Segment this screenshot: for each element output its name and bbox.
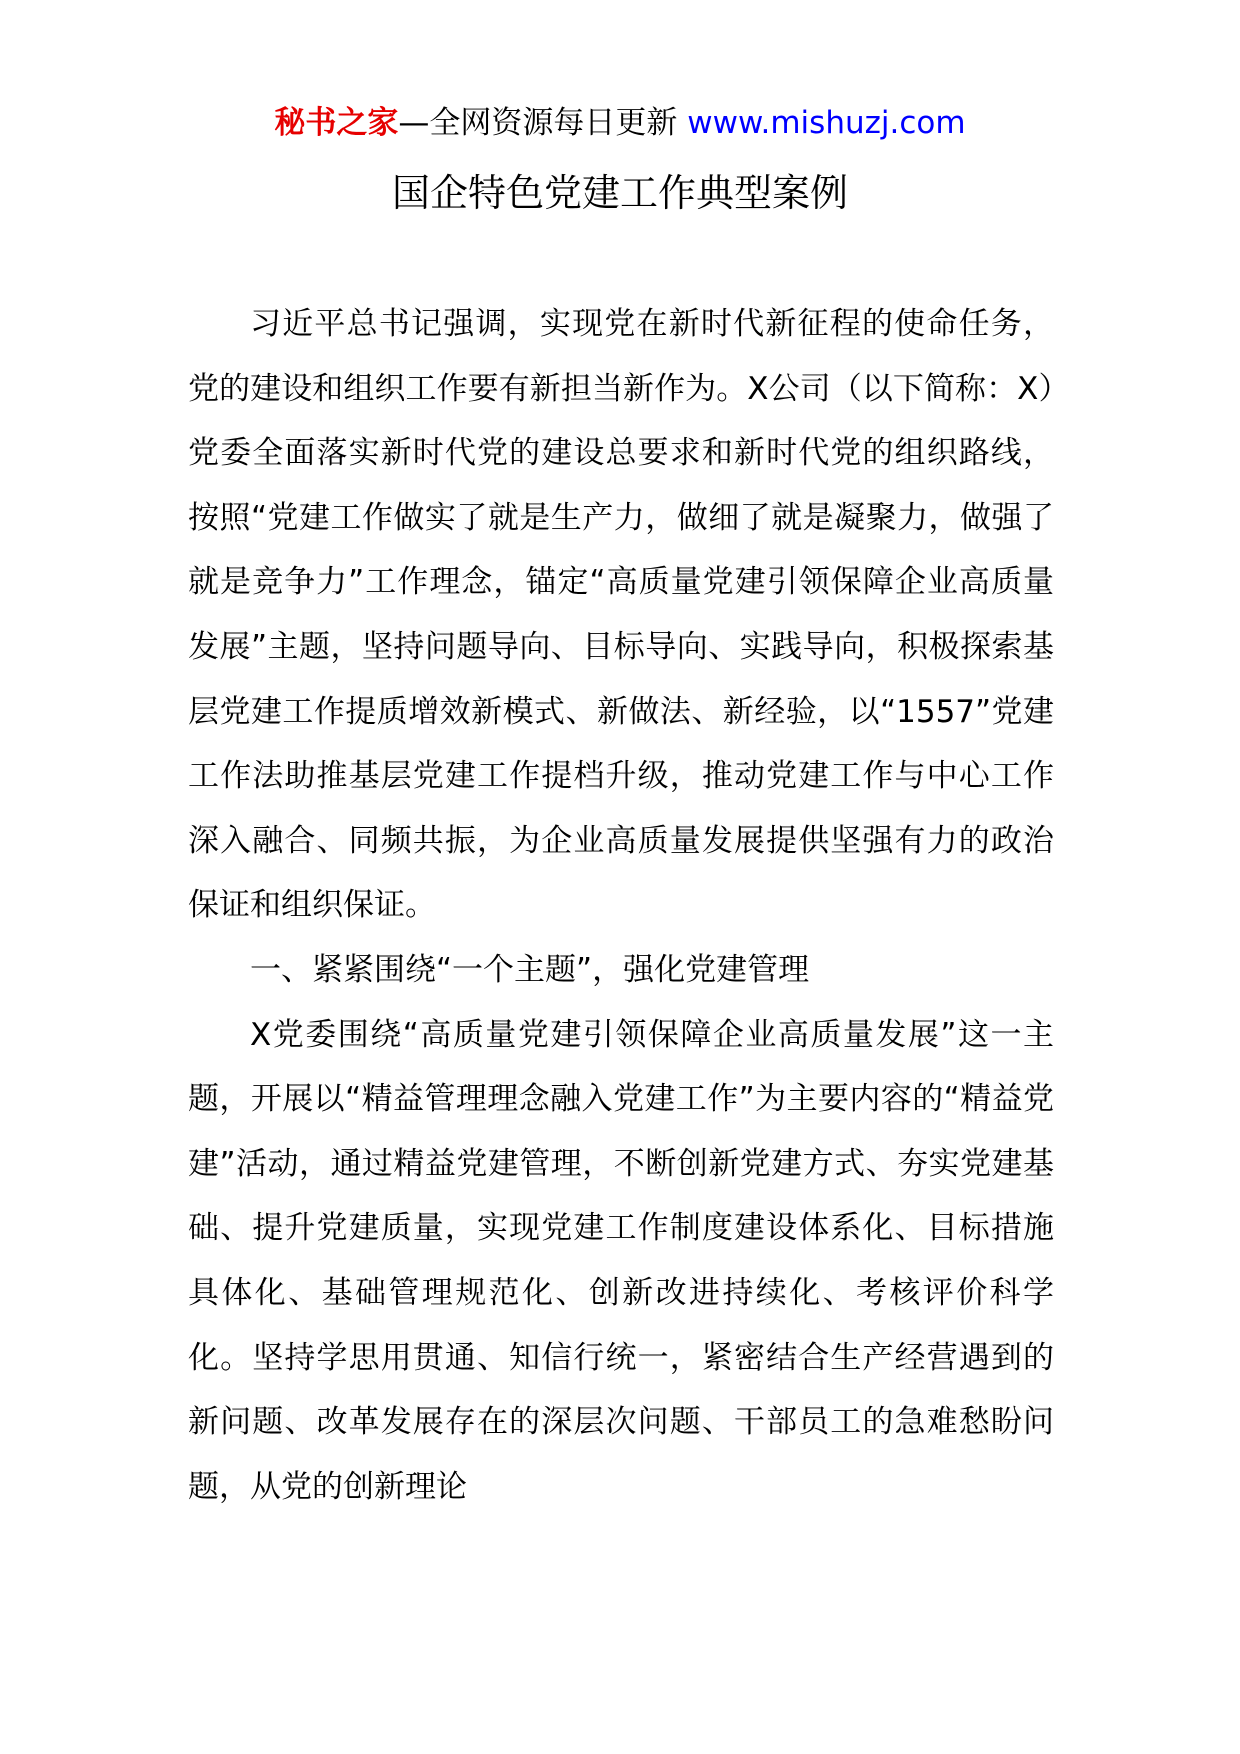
document-title: 国企特色党建工作典型案例 [391, 171, 848, 215]
site-header [0, 100, 1240, 146]
section-heading-1: 一、紧紧围绕“一个主题”，强化党建管理 [250, 951, 810, 988]
site-tagline: —全网资源每日更新 [398, 105, 678, 141]
paragraph-section-1: X党委围绕“高质量党建引领保障企业高质量发展”这一主题，开展以“精益管理理念融入党建工作”为主要内容的“精益党建”活动，通过精益党建管理，不断创新党建方式、夯实党建基础、提升党建质量，实现党建工作制度建设体系化、目标措施具体化、基础管理规范化、创新改进持续化、考核评价科学化。坚持学思用贯通、知信行统一，紧密结合生产经营遇到的新问题、改革发展存在的深层次问题、干部员工的急难愁盼问题，从党的创新理论 [188, 1016, 1054, 1505]
paragraph-intro: 习近平总书记强调，实现党在新时代新征程的使命任务，党的建设和组织工作要有新担当新作为。X公司（以下简称：X）党委全面落实新时代党的建设总要求和新时代党的组织路线，按照“党建工作做实了就是生产力，做细了就是凝聚力，做强了就是竞争力”工作理念，锚定“高质量党建引领保障企业高质量发展”主题，坚持问题导向、目标导向、实践导向，积极探索基层党建工作提质增效新模式、新做法、新经验，以“1557”党建工作法助推基层党建工作提档升级，推动党建工作与中心工作深入融合、同频共振，为企业高质量发展提供坚强有力的政治保证和组织保证。 [188, 306, 1054, 924]
site-name: 秘书之家 [274, 105, 399, 141]
document-body [188, 292, 1054, 1519]
site-url-link[interactable]: www.mishuzj.com [687, 105, 966, 141]
